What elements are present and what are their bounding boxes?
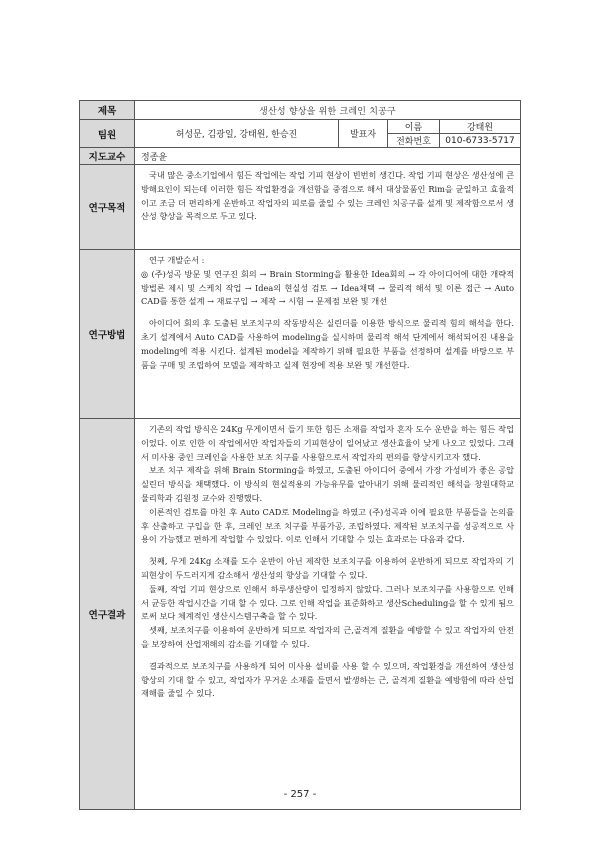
phone-label: 전화번호 bbox=[388, 134, 440, 148]
purpose-section bbox=[135, 165, 521, 250]
result-paragraph-7: 결과적으로 보조치구를 사용하게 되어 미사용 설비를 사용 할 수 있으며, 작업환경을 개선하여 생산성 향상의 기대 할 수 있고, 작업자가 무거운 소재를 들면서 발생하는 근, 골격계 질환을 예방함에 따라 산업재해를 줄일 수 있다. bbox=[141, 660, 515, 699]
purpose-text: 국내 많은 중소기업에서 힘든 작업에는 작업 기피 현상이 빈번히 생긴다. 작업 기피 현상은 생산성에 큰 방해요인이 되는데 이러한 힘든 작업환경을 개선함을 중점으로 해서 대상물품인 Rim을 균일하고 효율적이고 조금 더 편리하게 운반하고 작업자의 피로를 줄일 수 있는 크레인 치공구를 설계 및 제작함으로서 생산성 향상을 목적으로 두고 있다. bbox=[141, 170, 515, 222]
team-label: 팀원 bbox=[80, 120, 135, 148]
method-steps: ◎ (주)성곡 방문 및 연구진 회의 → Brain Storming을 활용한 Idea회의 → 각 아이디어에 대한 개략적 방법론 제시 및 스케치 작업 → Idea의 현실성 검토 → Idea채택 → 물리적 해석 및 이론 접근 → Auto CAD를 통한 설계 → 재료구입 → 제작 → 시험 → 문제점 보완 및 개선 bbox=[141, 268, 515, 307]
title-label: 제목 bbox=[80, 101, 135, 120]
result-paragraph-6: 셋째, 보조치구를 이용하여 운반하게 되므로 작업자의 근,골격계 질환을 예방할 수 있고 작업자의 안전을 보장하여 산업재해의 감소를 기대할 수 있다. bbox=[141, 625, 515, 649]
result-paragraph-4: 첫째, 무게 24Kg 소재를 도수 운반이 아닌 제작한 보조치구를 이용하여 운반하게 되므로 작업자의 기피현상이 두드러지게 감소해서 생산성의 향상을 기대할 수 있다. bbox=[141, 556, 515, 580]
presenter-phone: 010-6733-5717 bbox=[440, 134, 521, 148]
research-summary-form bbox=[79, 100, 520, 810]
project-title: 생산성 향상을 위한 크레인 치공구 bbox=[135, 101, 521, 120]
purpose-label: 연구목적 bbox=[80, 165, 135, 250]
advisor-name: 정종윤 bbox=[135, 148, 521, 165]
method-paragraph: 아이디어 회의 후 도출된 보조치구의 작동방식은 실린더를 이용한 방식으로 물리적 힘의 해석을 한다. 초기 설계에서 Auto CAD를 사용하여 modeling을 실시하며 물리적 해석 단계에서 해석되어진 내용을 modeling에 적용 시킨다. 설계된 model을 제작하기 위해 필요한 부품을 선정하며 설계를 바탕으로 부품을 구매 및 조립하여 모델을 제작하고 실제 현장에 적용 보완 및 개선한다. bbox=[141, 318, 515, 370]
method-heading: 연구 개발순서 : bbox=[149, 255, 205, 265]
result-label: 연구결과 bbox=[80, 419, 135, 810]
advisor-label: 지도교수 bbox=[80, 148, 135, 165]
result-section bbox=[135, 419, 521, 810]
presenter-name: 강태원 bbox=[440, 120, 521, 134]
name-label: 이름 bbox=[388, 120, 440, 134]
result-paragraph-3: 이론적인 검토를 마친 후 Auto CAD로 Modeling을 하였고 (주)성곡과 이에 필요한 부품들을 논의를 후 산출하고 구입을 한 후, 크레인 보조 치구를 부품가공, 조립하였다. 제작된 보조치구를 성공적으로 사용이 가능했고 편하게 작업할 수 있었다. 이로 인해서 기대할 수 있는 효과로는 다음과 같다. bbox=[141, 506, 515, 545]
team-members: 허성문, 김광일, 강태원, 한승진 bbox=[135, 120, 339, 148]
presenter-label: 발표자 bbox=[339, 120, 388, 148]
method-label: 연구방법 bbox=[80, 250, 135, 419]
result-paragraph-2: 보조 치구 제작을 위해 Brain Storming을 하였고, 도출된 아이디어 중에서 가장 가성비가 좋은 공압 실린더 방식을 채택했다. 이 방식의 현실적용의 가능유무를 알아내기 위해 물리적인 해석을 창원대학교 물리학과 김원정 교수와 진행했다. bbox=[141, 465, 515, 503]
result-paragraph-5: 둘째, 작업 기피 현상으로 인해서 하루생산량이 일정하지 않았다. 그러나 보조치구를 사용함으로 인해서 균등한 작업시간을 기대 할 수 있다. 그로 인해 작업을 표준화하고 생산Scheduling을 할 수 있게 됨으로써 보다 체계적인 생산시스템구축을 할 수 있다. bbox=[141, 583, 515, 622]
result-paragraph-1: 기존의 작업 방식은 24Kg 무게이면서 들기 또한 힘든 소재를 작업자 혼자 도수 운반을 하는 힘든 작업이었다. 이로 인한 이 작업에서만 작업자들의 기피현상이 일어났고 생산효율이 낮게 나오고 있었다. 그래서 미사용 중인 크레인을 사용한 보조 치구를 사용함으로서 작업자의 편의를 향상시키고자 했다. bbox=[141, 424, 515, 462]
summary-table bbox=[79, 100, 521, 810]
method-section bbox=[135, 250, 521, 419]
page-number: - 257 - bbox=[283, 789, 317, 800]
